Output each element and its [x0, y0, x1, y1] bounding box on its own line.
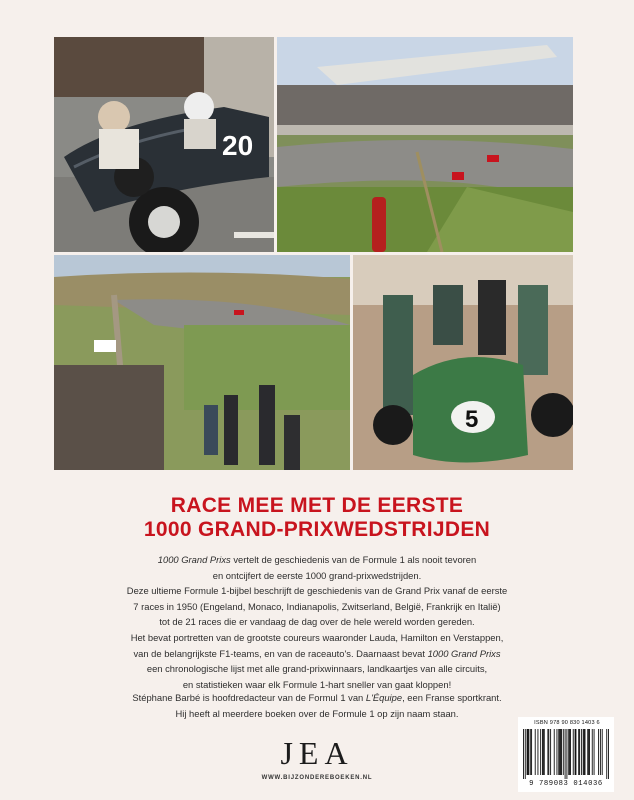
barcode-bar — [537, 729, 538, 775]
author-paragraph — [90, 690, 544, 721]
barcode-bar — [554, 729, 555, 775]
italic-title: L'Équipe — [365, 692, 403, 703]
barcode-bar — [573, 729, 574, 775]
barcode-bar — [584, 729, 585, 775]
barcode-bar — [602, 729, 603, 775]
headline-line-2: 1000 GRAND-PRIXWEDSTRIJDEN — [143, 518, 491, 541]
photo-mechanics-green-car-5 — [353, 255, 573, 470]
text-span: en ontcijfert de eerste 1000 grand-prixwedstrijden. — [212, 569, 422, 581]
publisher-logo: JEA — [280, 735, 354, 771]
barcode-bar — [558, 729, 559, 775]
text-span: , een Franse sportkrant. — [402, 692, 502, 703]
barcode-bar — [575, 729, 576, 775]
photo-pit-lane-car-20 — [54, 37, 274, 252]
barcode-bar — [548, 729, 549, 775]
text-span: een chronologische lijst met alle grand-prixwinnaars, landkaartjes van alle circuits, — [146, 663, 488, 675]
text-line — [90, 690, 544, 706]
barcode-bar — [606, 729, 607, 779]
barcode-bar — [540, 729, 541, 775]
barcode-bar — [578, 729, 579, 775]
barcode-bar — [559, 729, 560, 775]
barcode-bar — [543, 729, 544, 775]
barcode-bar — [530, 729, 531, 775]
barcode-bar — [523, 729, 524, 779]
text-line — [90, 599, 544, 615]
barcode-bar — [569, 729, 570, 775]
description-paragraph — [90, 552, 544, 692]
barcode-bar — [588, 729, 589, 775]
barcode-bar — [528, 729, 529, 775]
text-line — [90, 552, 544, 568]
barcode-bars — [523, 729, 609, 779]
barcode-bar — [547, 729, 548, 775]
text-span: en statistieken waar elk Formule 1-hart sneller van gaat kloppen! — [182, 678, 452, 690]
barcode-bar — [528, 729, 529, 775]
italic-title: 1000 Grand Prixs — [157, 554, 231, 565]
barcode-bar — [563, 729, 564, 775]
barcode-bar — [568, 729, 569, 775]
text-line — [90, 706, 544, 722]
text-line — [90, 583, 544, 599]
italic-title: 1000 Grand Prixs — [427, 647, 501, 659]
barcode-bar — [608, 729, 609, 779]
barcode-bar — [570, 729, 571, 775]
isbn-label: ISBN 978 90 830 1403 6 — [534, 720, 600, 726]
barcode-bar — [576, 729, 577, 775]
barcode-bar — [561, 729, 562, 775]
text-span: 7 races in 1950 (Engeland, Monaco, Indianapolis, Zwitserland, België, Frankrijk en Italië) — [133, 600, 501, 612]
publisher-website: WWW.BIJZONDEREBOEKEN.NL — [261, 775, 373, 781]
barcode-bar — [585, 729, 586, 775]
barcode-bar — [525, 729, 526, 779]
photo-grandstand-circuit — [277, 37, 573, 252]
barcode-bar — [544, 729, 545, 775]
text-line — [90, 568, 544, 584]
barcode-bar — [531, 729, 532, 775]
barcode-bar — [583, 729, 584, 775]
text-span: Stéphane Barbé is hoofdredacteur van de Formul 1 van — [132, 692, 366, 703]
barcode-bar — [527, 729, 528, 775]
barcode-bar — [550, 729, 551, 775]
barcode-bar — [589, 729, 590, 775]
barcode-bar — [535, 729, 536, 775]
barcode-bar — [587, 729, 588, 775]
headline-line-1: RACE MEE MET DE EERSTE — [170, 494, 464, 517]
barcode-bar — [556, 729, 557, 775]
photo-spectators-dunes — [54, 255, 350, 470]
barcode-bar — [592, 729, 593, 775]
text-line — [90, 646, 544, 662]
text-line — [90, 630, 544, 646]
barcode-bar — [581, 729, 582, 775]
barcode-bar — [598, 729, 599, 775]
barcode-bar — [579, 729, 580, 775]
car-number-5: 5 — [465, 406, 479, 433]
isbn-barcode — [518, 717, 614, 792]
text-span: Hij heeft al meerdere boeken over de Formule 1 op zijn naam staan. — [175, 707, 459, 719]
text-line — [90, 614, 544, 630]
barcode-bar — [565, 729, 566, 779]
text-span: Het bevat portretten van de grootste coureurs waaronder Lauda, Hamilton en Verstappen, — [130, 631, 504, 643]
text-span: Deze ultieme Formule 1-bijbel beschrijft de geschiedenis van de Grand Prix vanaf de eerste — [126, 585, 508, 597]
barcode-bar — [594, 729, 595, 775]
text-span: tot de 21 races die er vandaag de dag over de hele wereld worden gereden. — [159, 616, 475, 628]
ean-digits: 9 789083 014036 — [529, 780, 603, 788]
barcode-bar — [566, 729, 567, 779]
barcode-bar — [560, 729, 561, 775]
barcode-bar — [542, 729, 543, 775]
text-span: van de belangrijkste F1-teams, en van de raceauto's. Daarnaast bevat — [133, 647, 428, 659]
text-line — [90, 661, 544, 677]
car-number-20: 20 — [222, 130, 254, 161]
text-span: vertelt de geschiedenis van de Formule 1 als nooit tevoren — [230, 554, 477, 565]
barcode-bar — [600, 729, 601, 775]
